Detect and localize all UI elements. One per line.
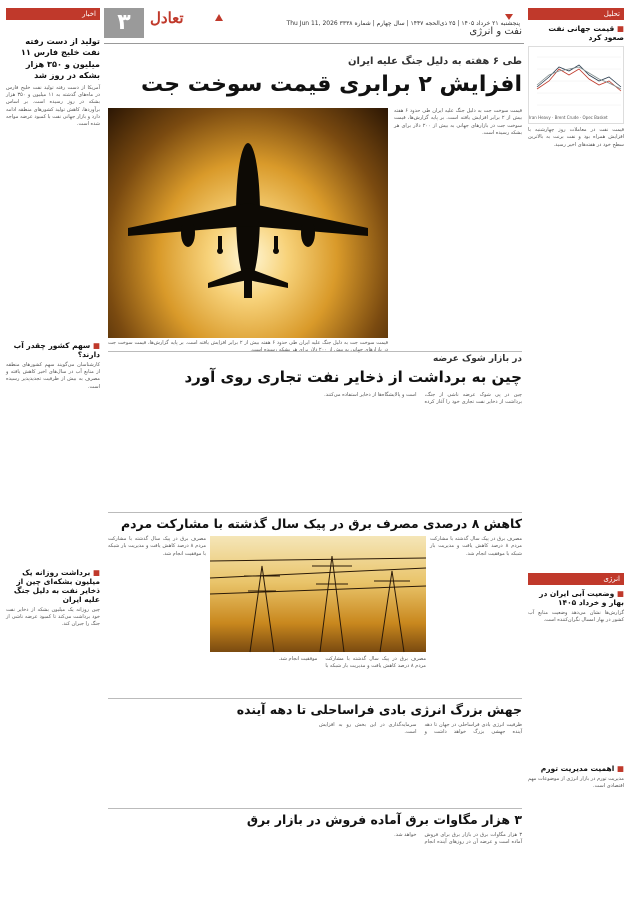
divider <box>108 512 522 513</box>
article-3-text-left: مصرف برق در پیک سال گذشته با مشارکت مردم ۸ درصد کاهش یافت و مدیریت بار شبکه با موفقیت انجام شد. <box>108 536 206 557</box>
right-headline-3 <box>528 764 624 773</box>
article-3-text-bottom: مصرف برق در پیک سال گذشته با مشارکت مردم ۸ درصد کاهش یافت و مدیریت بار شبکه با موفقیت انجام شد. <box>278 656 426 670</box>
left-text-1: آمریکا از دست رفته تولید نفت خلیج فارس در ماه‌های گذشته به ۱۱ میلیون و ۳۵۰ هزار بشکه در روز رسیده است. بر اساس برآوردها، کاهش تولید کشورهای منطقه ادامه دارد و بازار جهانی نفت با کمبود عرضه مواجه شده است. <box>6 84 100 128</box>
triangle-icon <box>215 14 223 21</box>
right-section-tab-2: انرژی <box>528 573 624 585</box>
sub-kicker: در بازار شوک عرضه <box>432 354 522 364</box>
section-triangle-icon <box>505 14 513 20</box>
legend-opec-basket: Opec Basket <box>582 115 608 120</box>
main-article-text-1b: قیمت سوخت جت به دلیل جنگ علیه ایران طی حدود ۶ هفته بیش از ۲ برابر افزایش یافته است. بر پایه گزارش‌ها، قیمت سوخت جت <box>108 340 389 346</box>
main-article-text-1: قیمت سوخت جت به دلیل جنگ علیه ایران طی حدود ۶ هفته بیش از ۲ برابر افزایش یافته است. بر پایه گزارش‌ها، قیمت سوخت جت در بازارهای جهانی به بیش از ۲۰۰ دلار برای هر بشکه رسیده است. <box>394 108 523 136</box>
section-title: نفت و انرژی <box>469 26 522 37</box>
left-headline-2-text: سهم کشور چقدر آب دارند؟ <box>13 340 100 359</box>
article-3-headline: کاهش ۸ درصدی مصرف برق در پیک سال گذشته با مشارکت مردم <box>120 516 522 531</box>
right-text-1: قیمت نفت در معاملات روز چهارشنبه با افزایش همراه بود و نفت برنت به بالاترین سطح خود در هفته‌های اخیر رسید. <box>528 127 624 148</box>
right-text-2: گزارش‌ها نشان می‌دهد وضعیت منابع آب کشور در بهار امسال نگران‌کننده است. <box>528 610 624 624</box>
series-brent-crude <box>537 69 621 91</box>
bullet-icon: ■ <box>92 340 100 350</box>
left-text-2: کارشناسان می‌گویند سهم کشورهای منطقه از منابع آب در سال‌های اخیر کاهش یافته و مصرف به بیش از ظرفیت تجدیدپذیر رسیده است. <box>6 361 100 390</box>
right-headline-3-text: اهمیت مدیریت تورم <box>540 764 615 773</box>
article-5-headline: ۳ هزار مگاوات برق آماده فروش در بازار برق <box>246 812 522 827</box>
right-headline-1-text: قیمت جهانی نفت صعود کرد <box>548 24 624 42</box>
series-opec-basket <box>537 67 621 89</box>
dateline-en: Thu Jun 11, 2026 <box>286 20 338 27</box>
chart-legend: Iran Heavy · Brent Crude · Opec Basket <box>529 115 608 120</box>
article-5-text: ۳ هزار مگاوات برق در بازار برق برای فروش آماده است و عرضه آن در روزهای آینده انجام خواهد شد. <box>394 832 522 846</box>
legend-iran-heavy: Iran Heavy <box>529 115 551 120</box>
brand-logo: تعادل <box>150 9 184 27</box>
series-iran-heavy <box>537 65 621 87</box>
bullet-icon: ■ <box>92 567 100 577</box>
oil-price-chart-svg <box>529 47 623 111</box>
left-headline-1: تولید از دست رفته نفت خلیج فارس ۱۱ میلیون و ۳۵۰ هزار بشکه در روز شد <box>20 36 100 81</box>
article-4-headline: جهش بزرگ انرژی بادی فراساحلی تا دهه آینده <box>236 702 522 717</box>
bullet-icon: ■ <box>616 589 624 598</box>
page-number: ۳ <box>104 8 144 38</box>
right-section-tab: تحلیل <box>528 8 624 20</box>
main-headline: افزایش ۲ برابری قیمت سوخت جت <box>140 72 522 97</box>
right-headline-2-text: وضعیت آبی ایران در بهار و خرداد ۱۴۰۵ <box>539 589 624 607</box>
bullet-icon: ■ <box>616 764 624 773</box>
divider <box>108 351 522 352</box>
main-kicker: طی ۶ هفته به دلیل جنگ علیه ایران <box>348 56 522 67</box>
sub-headline: چین به برداشت از ذخایر نفت تجاری روی آورد <box>184 368 522 386</box>
left-headline-3-text: برداشت روزانه یک میلیون بشکه‌ای چین از ذخایر نفت به دلیل جنگ علیه ایران <box>13 567 100 604</box>
airplane-photo <box>108 108 388 338</box>
article-3-text-right: مصرف برق در پیک سال گذشته با مشارکت مردم ۸ درصد کاهش یافت و مدیریت بار شبکه با موفقیت انجام شد. <box>430 536 522 557</box>
left-column <box>6 8 100 896</box>
left-section-tab: اخبار <box>6 8 100 20</box>
left-headline-2 <box>6 341 100 359</box>
dateline-fa: پنجشنبه ۲۱ خرداد ۱۴۰۵ | ۲۵ ذی‌الحجه ۱۴۴۷ | سال چهارم | شماره ۳۳۳۸ <box>339 20 520 27</box>
right-column <box>528 8 624 896</box>
right-headline-1 <box>528 24 624 42</box>
article-4-text: ظرفیت انرژی بادی فراساحلی در جهان تا دهه آینده جهشی بزرگ خواهد داشت و سرمایه‌گذاری در این بخش رو به افزایش است. <box>319 722 522 736</box>
divider <box>108 698 522 699</box>
transmission-tower-icon <box>210 536 426 652</box>
airplane-silhouette-icon <box>108 108 388 338</box>
divider <box>108 808 522 809</box>
right-headline-2 <box>528 589 624 607</box>
legend-brent-crude: Brent Crude <box>554 115 579 120</box>
bullet-icon: ■ <box>616 24 624 33</box>
left-text-3: چین روزانه یک میلیون بشکه از ذخایر نفت خود برداشت می‌کند تا کمبود عرضه ناشی از جنگ را جبران کند. <box>6 606 100 628</box>
oil-price-chart <box>528 46 624 124</box>
left-headline-3 <box>6 568 100 604</box>
article-2-text: چین در پی شوک عرضه ناشی از جنگ، برداشت از ذخایر نفت تجاری خود را آغاز کرده است و پالایشگاه‌ها از ذخایر استفاده می‌کنند. <box>324 392 522 406</box>
right-text-3: مدیریت تورم در بازار انرژی از موضوعات مهم اقتصادی است. <box>528 776 624 790</box>
powerlines-photo <box>210 536 426 652</box>
